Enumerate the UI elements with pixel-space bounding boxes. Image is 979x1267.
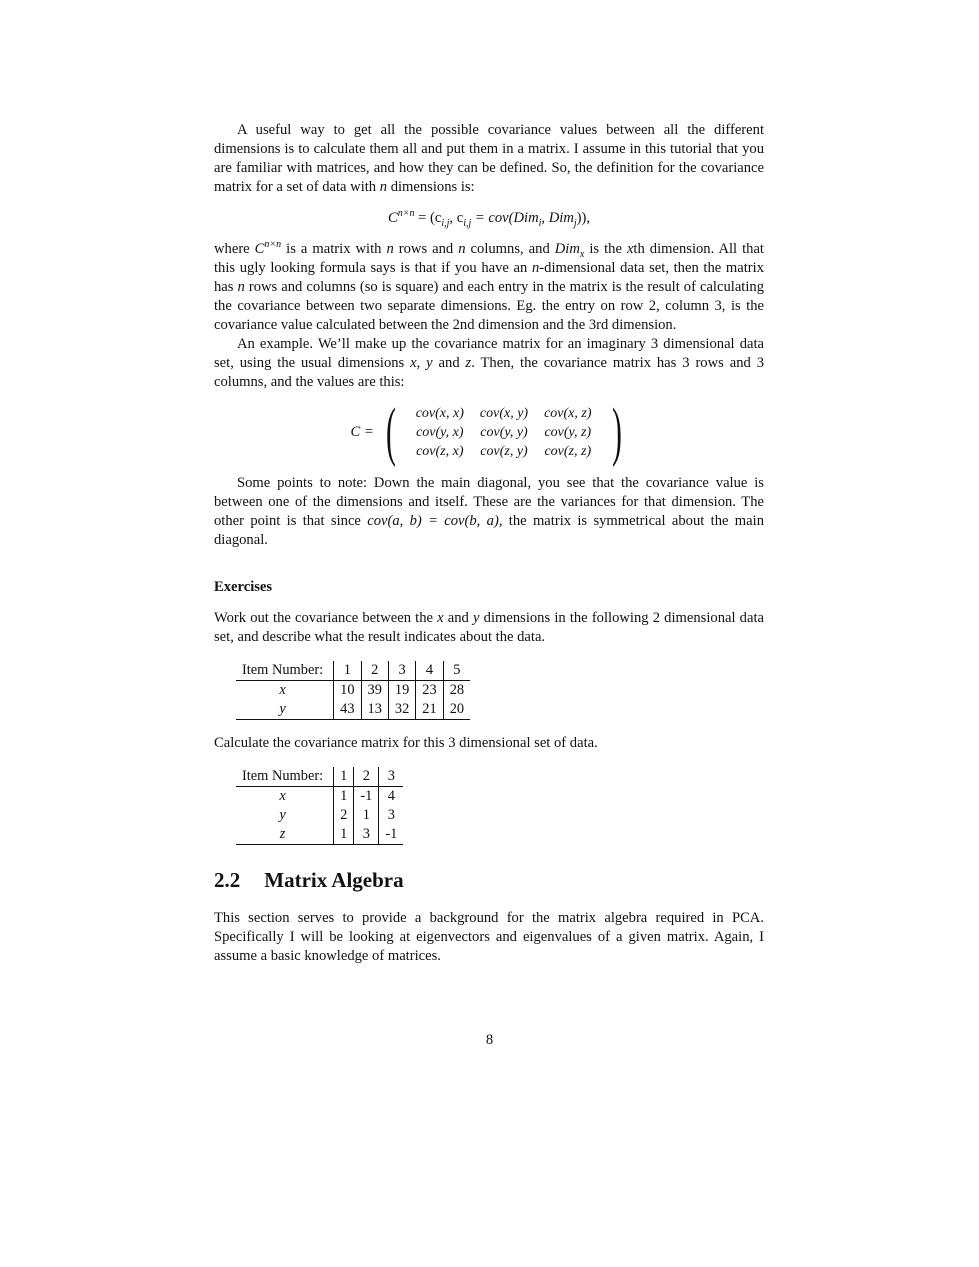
equation-covariance-matrix bbox=[214, 395, 764, 468]
table-header-label: Item Number: bbox=[236, 661, 334, 681]
table-header-cell: 5 bbox=[443, 661, 470, 681]
table-header-row bbox=[236, 767, 403, 787]
matrix-row bbox=[408, 404, 600, 423]
paragraph-formula-explanation: where $C^{n\times n}$ is a matrix with n rows and n columns, and Dim$_x$ is the xth dimension. All that this ugly looking formula says is that if you have an n-dimensional data set, then the matrix has n rows and columns (so is square) and each entry in the matrix is the result of calculating the covariance between two separate dimensions. Eg. the entry on row 2, column 3, is the covariance value calculated between the 2nd dimension and the 3rd dimension. bbox=[214, 239, 764, 333]
table-cell: 1 bbox=[334, 787, 354, 807]
table-cell: 28 bbox=[443, 681, 470, 701]
table-header-row bbox=[236, 661, 470, 681]
table-cell: -1 bbox=[379, 825, 404, 845]
paragraph-example: An example. We’ll make up the covariance matrix for an imaginary 3 dimensional data set, using the usual dimensions x, y and z. Then, the covariance matrix has 3 rows and 3 columns, and the values are this: bbox=[214, 336, 764, 390]
exercise-2-text: Calculate the covariance matrix for this 3 dimensional set of data. bbox=[214, 735, 598, 751]
matrix-cell: cov(y, z) bbox=[544, 424, 592, 440]
table-header-cell: 3 bbox=[388, 661, 415, 681]
table-row-label: z bbox=[236, 825, 334, 845]
table-header-cell: 1 bbox=[334, 661, 361, 681]
table-cell: 21 bbox=[416, 700, 443, 720]
table-cell: 3 bbox=[354, 825, 379, 845]
section-heading-matrix-algebra bbox=[214, 867, 764, 893]
section-title: Matrix Algebra bbox=[264, 868, 404, 892]
table-cell: 3 bbox=[379, 806, 404, 825]
table-cell: 13 bbox=[361, 700, 388, 720]
right-paren: ) bbox=[611, 395, 622, 468]
table-header-cell: 3 bbox=[379, 767, 404, 787]
matrix-cell: cov(x, z) bbox=[544, 405, 592, 421]
table-row-label: x bbox=[279, 682, 286, 698]
section-number: 2.2 bbox=[214, 868, 241, 892]
exercises-heading: Exercises bbox=[214, 579, 273, 595]
table-cell: 10 bbox=[334, 681, 361, 701]
table-header-cell: 4 bbox=[416, 661, 443, 681]
table-cell: 4 bbox=[379, 787, 404, 807]
table-header-label: Item Number: bbox=[236, 767, 334, 787]
matrix-row bbox=[408, 442, 600, 461]
matrix-cell: cov(x, y) bbox=[479, 405, 529, 421]
table-row bbox=[236, 825, 403, 845]
matrix-cell: cov(y, x) bbox=[416, 424, 464, 440]
left-paren: ( bbox=[385, 395, 396, 468]
table-cell: 23 bbox=[416, 681, 443, 701]
table-header-cell: 2 bbox=[354, 767, 379, 787]
table-cell: 20 bbox=[443, 700, 470, 720]
table-cell: 43 bbox=[334, 700, 361, 720]
table-cell: 2 bbox=[334, 806, 354, 825]
table-cell: 32 bbox=[388, 700, 415, 720]
table-row-label: y bbox=[279, 807, 286, 823]
exercise-1-text: Work out the covariance between the x and y dimensions in the following 2 dimensional data set, and describe what the result indicates about the data. bbox=[214, 610, 764, 645]
table-cell: 1 bbox=[334, 825, 354, 845]
paragraph-points-to-note: Some points to note: Down the main diagonal, you see that the covariance value is between one of the dimensions and itself. These are the variances for that dimension. The other point is that since cov(a, b) = cov(b, a), the matrix is symmetrical about the main diagonal. bbox=[214, 475, 764, 548]
table-cell: 19 bbox=[388, 681, 415, 701]
matrix-lhs: C = bbox=[350, 423, 374, 440]
table-header-cell: 1 bbox=[334, 767, 354, 787]
table-row bbox=[236, 700, 470, 720]
table-row bbox=[236, 787, 403, 807]
exercise-2-table bbox=[236, 767, 403, 845]
table-cell: -1 bbox=[354, 787, 379, 807]
matrix-row bbox=[408, 423, 600, 442]
matrix-cell: cov(z, x) bbox=[416, 443, 464, 459]
table-header-cell: 2 bbox=[361, 661, 388, 681]
matrix-cell: cov(y, y) bbox=[480, 424, 528, 440]
table-cell: 39 bbox=[361, 681, 388, 701]
paragraph-matrix-algebra-intro: This section serves to provide a background for the matrix algebra required in PCA. Specifically I will be looking at eigenvectors and eigenvalues of a given matrix. Again, I assume a basic knowledge of matrices. bbox=[214, 910, 764, 964]
equation-covariance-definition: $C^{n\times n} = (c_{i,j}$, $c_{i,j} = cov(Dim_i$, Dim$_j$)), bbox=[387, 208, 591, 229]
page-number: 8 bbox=[485, 1032, 494, 1048]
paragraph-covariance-intro: A useful way to get all the possible covariance values between all the different dimensions is to calculate them all and put them in a matrix. I assume in this tutorial that you are familiar with matrices, and how they can be defined. So, the definition for the covariance matrix for a set of data with n dimensions is: bbox=[214, 122, 764, 195]
page-body bbox=[214, 121, 764, 966]
table-cell: 1 bbox=[354, 806, 379, 825]
table-row-label: y bbox=[236, 700, 334, 720]
exercise-1-table bbox=[236, 661, 470, 720]
matrix-cell: cov(x, x) bbox=[415, 405, 464, 421]
table-row bbox=[236, 806, 403, 825]
matrix-cell: cov(z, y) bbox=[480, 443, 528, 459]
table-row-label: x bbox=[279, 788, 286, 804]
covariance-matrix bbox=[408, 404, 600, 461]
matrix-cell: cov(z, z) bbox=[544, 443, 592, 459]
table-row bbox=[236, 681, 470, 701]
